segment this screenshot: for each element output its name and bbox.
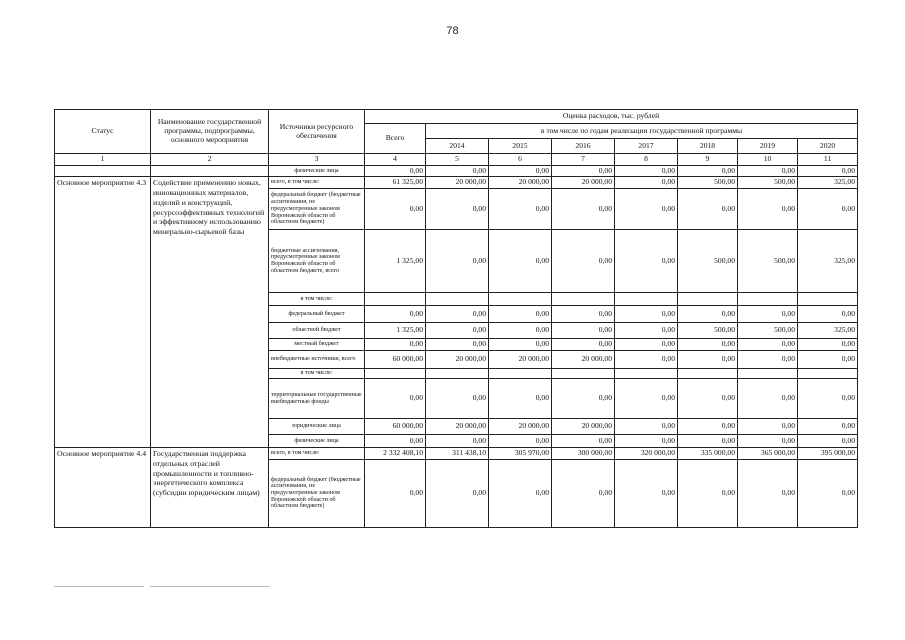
value-cell: 325,00 — [798, 230, 858, 293]
header-year: 2017 — [615, 139, 678, 154]
table-row — [55, 448, 858, 460]
value-cell: 0,00 — [426, 339, 489, 351]
value-cell: 0,00 — [615, 165, 678, 177]
value-cell: 0,00 — [365, 435, 426, 448]
col-number: 4 — [365, 154, 426, 166]
header-year: 2015 — [489, 139, 552, 154]
value-cell: 60 000,00 — [365, 351, 426, 369]
value-cell: 500,00 — [738, 177, 798, 189]
source-cell: всего, в том числе: — [269, 448, 365, 460]
source-cell: федеральный бюджет — [269, 306, 365, 323]
value-cell: 0,00 — [678, 419, 738, 435]
value-cell: 0,00 — [552, 189, 615, 230]
value-cell: 0,00 — [365, 189, 426, 230]
value-cell: 0,00 — [678, 165, 738, 177]
empty-cell — [615, 369, 678, 379]
value-cell: 0,00 — [426, 165, 489, 177]
value-cell: 0,00 — [738, 351, 798, 369]
value-cell: 0,00 — [615, 323, 678, 339]
value-cell: 0,00 — [489, 459, 552, 527]
value-cell: 500,00 — [678, 230, 738, 293]
value-cell: 0,00 — [615, 435, 678, 448]
value-cell: 0,00 — [552, 379, 615, 419]
page-number: 78 — [446, 25, 459, 37]
value-cell: 20 000,00 — [426, 177, 489, 189]
value-cell: 0,00 — [615, 379, 678, 419]
col-number: 1 — [55, 154, 151, 166]
header-year: 2016 — [552, 139, 615, 154]
col-number: 6 — [489, 154, 552, 166]
value-cell: 0,00 — [798, 165, 858, 177]
source-cell: в том числе: — [269, 293, 365, 306]
value-cell: 0,00 — [738, 459, 798, 527]
value-cell: 0,00 — [678, 339, 738, 351]
source-cell: местный бюджет — [269, 339, 365, 351]
source-cell: юридические лица — [269, 419, 365, 435]
value-cell: 0,00 — [615, 419, 678, 435]
value-cell: 0,00 — [426, 230, 489, 293]
header-by-years: в том числе по годам реализации государственной программы — [426, 124, 858, 139]
value-cell: 0,00 — [798, 351, 858, 369]
value-cell: 0,00 — [552, 459, 615, 527]
value-cell: 0,00 — [615, 306, 678, 323]
value-cell: 0,00 — [426, 323, 489, 339]
empty-cell — [426, 369, 489, 379]
value-cell: 0,00 — [798, 459, 858, 527]
value-cell: 0,00 — [738, 379, 798, 419]
value-cell: 365 000,00 — [738, 448, 798, 460]
value-cell: 0,00 — [489, 323, 552, 339]
value-cell: 325,00 — [798, 177, 858, 189]
col-number: 9 — [678, 154, 738, 166]
value-cell: 0,00 — [678, 379, 738, 419]
value-cell: 395 000,00 — [798, 448, 858, 460]
scan-mark — [54, 586, 144, 587]
value-cell: 20 000,00 — [552, 351, 615, 369]
measure-name: Государственная поддержка отдельных отраслей промышленности и топливно-энергетического комплекса (субсидии юридическим лицам) — [151, 448, 269, 528]
source-cell: всего, в том числе: — [269, 177, 365, 189]
value-cell: 0,00 — [615, 351, 678, 369]
value-cell: 0,00 — [365, 459, 426, 527]
value-cell: 0,00 — [798, 306, 858, 323]
value-cell: 500,00 — [738, 323, 798, 339]
value-cell: 335 000,00 — [678, 448, 738, 460]
value-cell: 20 000,00 — [489, 351, 552, 369]
value-cell: 0,00 — [615, 189, 678, 230]
value-cell: 0,00 — [615, 459, 678, 527]
empty-cell — [489, 293, 552, 306]
value-cell: 0,00 — [738, 435, 798, 448]
name-cell — [151, 165, 269, 177]
value-cell: 320 000,00 — [615, 448, 678, 460]
header-year: 2020 — [798, 139, 858, 154]
value-cell: 0,00 — [365, 165, 426, 177]
value-cell: 0,00 — [489, 435, 552, 448]
empty-cell — [678, 369, 738, 379]
value-cell: 311 438,10 — [426, 448, 489, 460]
value-cell: 0,00 — [489, 189, 552, 230]
header-year: 2014 — [426, 139, 489, 154]
empty-cell — [738, 293, 798, 306]
value-cell: 0,00 — [365, 379, 426, 419]
value-cell: 0,00 — [738, 419, 798, 435]
value-cell: 0,00 — [426, 459, 489, 527]
value-cell: 20 000,00 — [426, 419, 489, 435]
header-status: Статус — [55, 110, 151, 154]
header-year: 2018 — [678, 139, 738, 154]
header-year: 2019 — [738, 139, 798, 154]
header-sources: Источники ресурсного обеспечения — [269, 110, 365, 154]
source-cell: территориальные государственные внебюджетные фонды — [269, 379, 365, 419]
empty-cell — [365, 369, 426, 379]
value-cell: 0,00 — [678, 189, 738, 230]
value-cell: 300 000,00 — [552, 448, 615, 460]
value-cell: 0,00 — [678, 435, 738, 448]
measure-name: Содействие применению новых, инновационных материалов, изделий и конструкций, ресурсоэффективных технологий и эффективному использованию минерально-сырьевой базы — [151, 177, 269, 448]
source-cell: федеральный бюджет (бюджетные ассигнования, не предусмотренные законом Воронежской области об областном бюджете) — [269, 459, 365, 527]
value-cell: 0,00 — [738, 189, 798, 230]
value-cell: 0,00 — [678, 306, 738, 323]
value-cell: 0,00 — [365, 339, 426, 351]
value-cell: 60 000,00 — [365, 419, 426, 435]
empty-cell — [552, 369, 615, 379]
col-number: 2 — [151, 154, 269, 166]
value-cell: 2 332 408,10 — [365, 448, 426, 460]
col-number: 11 — [798, 154, 858, 166]
source-cell: в том числе: — [269, 369, 365, 379]
budget-table — [54, 109, 858, 528]
empty-cell — [552, 293, 615, 306]
value-cell: 1 325,00 — [365, 230, 426, 293]
empty-cell — [678, 293, 738, 306]
header-estimate: Оценка расходов, тыс. рублей — [365, 110, 858, 124]
value-cell: 500,00 — [738, 230, 798, 293]
col-number: 7 — [552, 154, 615, 166]
value-cell: 0,00 — [552, 323, 615, 339]
value-cell: 0,00 — [426, 435, 489, 448]
header-program-name: Наименование государственной программы, подпрограммы, основного мероприятия — [151, 110, 269, 154]
value-cell: 0,00 — [489, 230, 552, 293]
value-cell: 0,00 — [798, 189, 858, 230]
col-number: 3 — [269, 154, 365, 166]
value-cell: 0,00 — [489, 165, 552, 177]
scan-mark — [150, 586, 270, 587]
value-cell: 0,00 — [426, 189, 489, 230]
table-row — [55, 177, 858, 189]
value-cell: 0,00 — [489, 306, 552, 323]
value-cell: 0,00 — [489, 379, 552, 419]
value-cell: 325,00 — [798, 323, 858, 339]
value-cell: 61 325,00 — [365, 177, 426, 189]
empty-cell — [615, 293, 678, 306]
value-cell: 20 000,00 — [552, 177, 615, 189]
value-cell: 500,00 — [678, 177, 738, 189]
value-cell: 0,00 — [738, 165, 798, 177]
source-cell: внебюджетные источники, всего — [269, 351, 365, 369]
empty-cell — [798, 293, 858, 306]
value-cell: 0,00 — [615, 177, 678, 189]
table-row — [55, 165, 858, 177]
col-number: 8 — [615, 154, 678, 166]
source-cell: федеральный бюджет (бюджетные ассигнования, не предусмотренные законом Воронежской области об областном бюджете) — [269, 189, 365, 230]
value-cell: 305 970,00 — [489, 448, 552, 460]
value-cell: 0,00 — [552, 339, 615, 351]
source-cell: физические лица — [269, 435, 365, 448]
value-cell: 0,00 — [552, 306, 615, 323]
value-cell: 0,00 — [365, 306, 426, 323]
col-number: 5 — [426, 154, 489, 166]
value-cell: 0,00 — [615, 230, 678, 293]
source-cell: физические лица — [269, 165, 365, 177]
value-cell: 20 000,00 — [426, 351, 489, 369]
value-cell: 0,00 — [489, 339, 552, 351]
status-cell — [55, 165, 151, 177]
source-cell: бюджетные ассигнования, предусмотренные законом Воронежской области об областном бюджете, всего — [269, 230, 365, 293]
value-cell: 0,00 — [552, 165, 615, 177]
empty-cell — [365, 293, 426, 306]
empty-cell — [798, 369, 858, 379]
value-cell: 0,00 — [678, 459, 738, 527]
source-cell: областной бюджет — [269, 323, 365, 339]
value-cell: 0,00 — [615, 339, 678, 351]
value-cell: 0,00 — [426, 379, 489, 419]
value-cell: 0,00 — [552, 435, 615, 448]
value-cell: 1 325,00 — [365, 323, 426, 339]
empty-cell — [426, 293, 489, 306]
value-cell: 0,00 — [798, 379, 858, 419]
value-cell: 0,00 — [552, 230, 615, 293]
value-cell: 20 000,00 — [552, 419, 615, 435]
value-cell: 20 000,00 — [489, 419, 552, 435]
value-cell: 0,00 — [738, 339, 798, 351]
value-cell: 20 000,00 — [489, 177, 552, 189]
empty-cell — [489, 369, 552, 379]
value-cell: 0,00 — [738, 306, 798, 323]
value-cell: 0,00 — [678, 351, 738, 369]
measure-status: Основное мероприятие 4.4 — [55, 448, 151, 528]
empty-cell — [738, 369, 798, 379]
value-cell: 500,00 — [678, 323, 738, 339]
col-number: 10 — [738, 154, 798, 166]
value-cell: 0,00 — [798, 419, 858, 435]
value-cell: 0,00 — [426, 306, 489, 323]
measure-status: Основное мероприятие 4.3 — [55, 177, 151, 448]
header-total: Всего — [365, 124, 426, 154]
value-cell: 0,00 — [798, 435, 858, 448]
value-cell: 0,00 — [798, 339, 858, 351]
